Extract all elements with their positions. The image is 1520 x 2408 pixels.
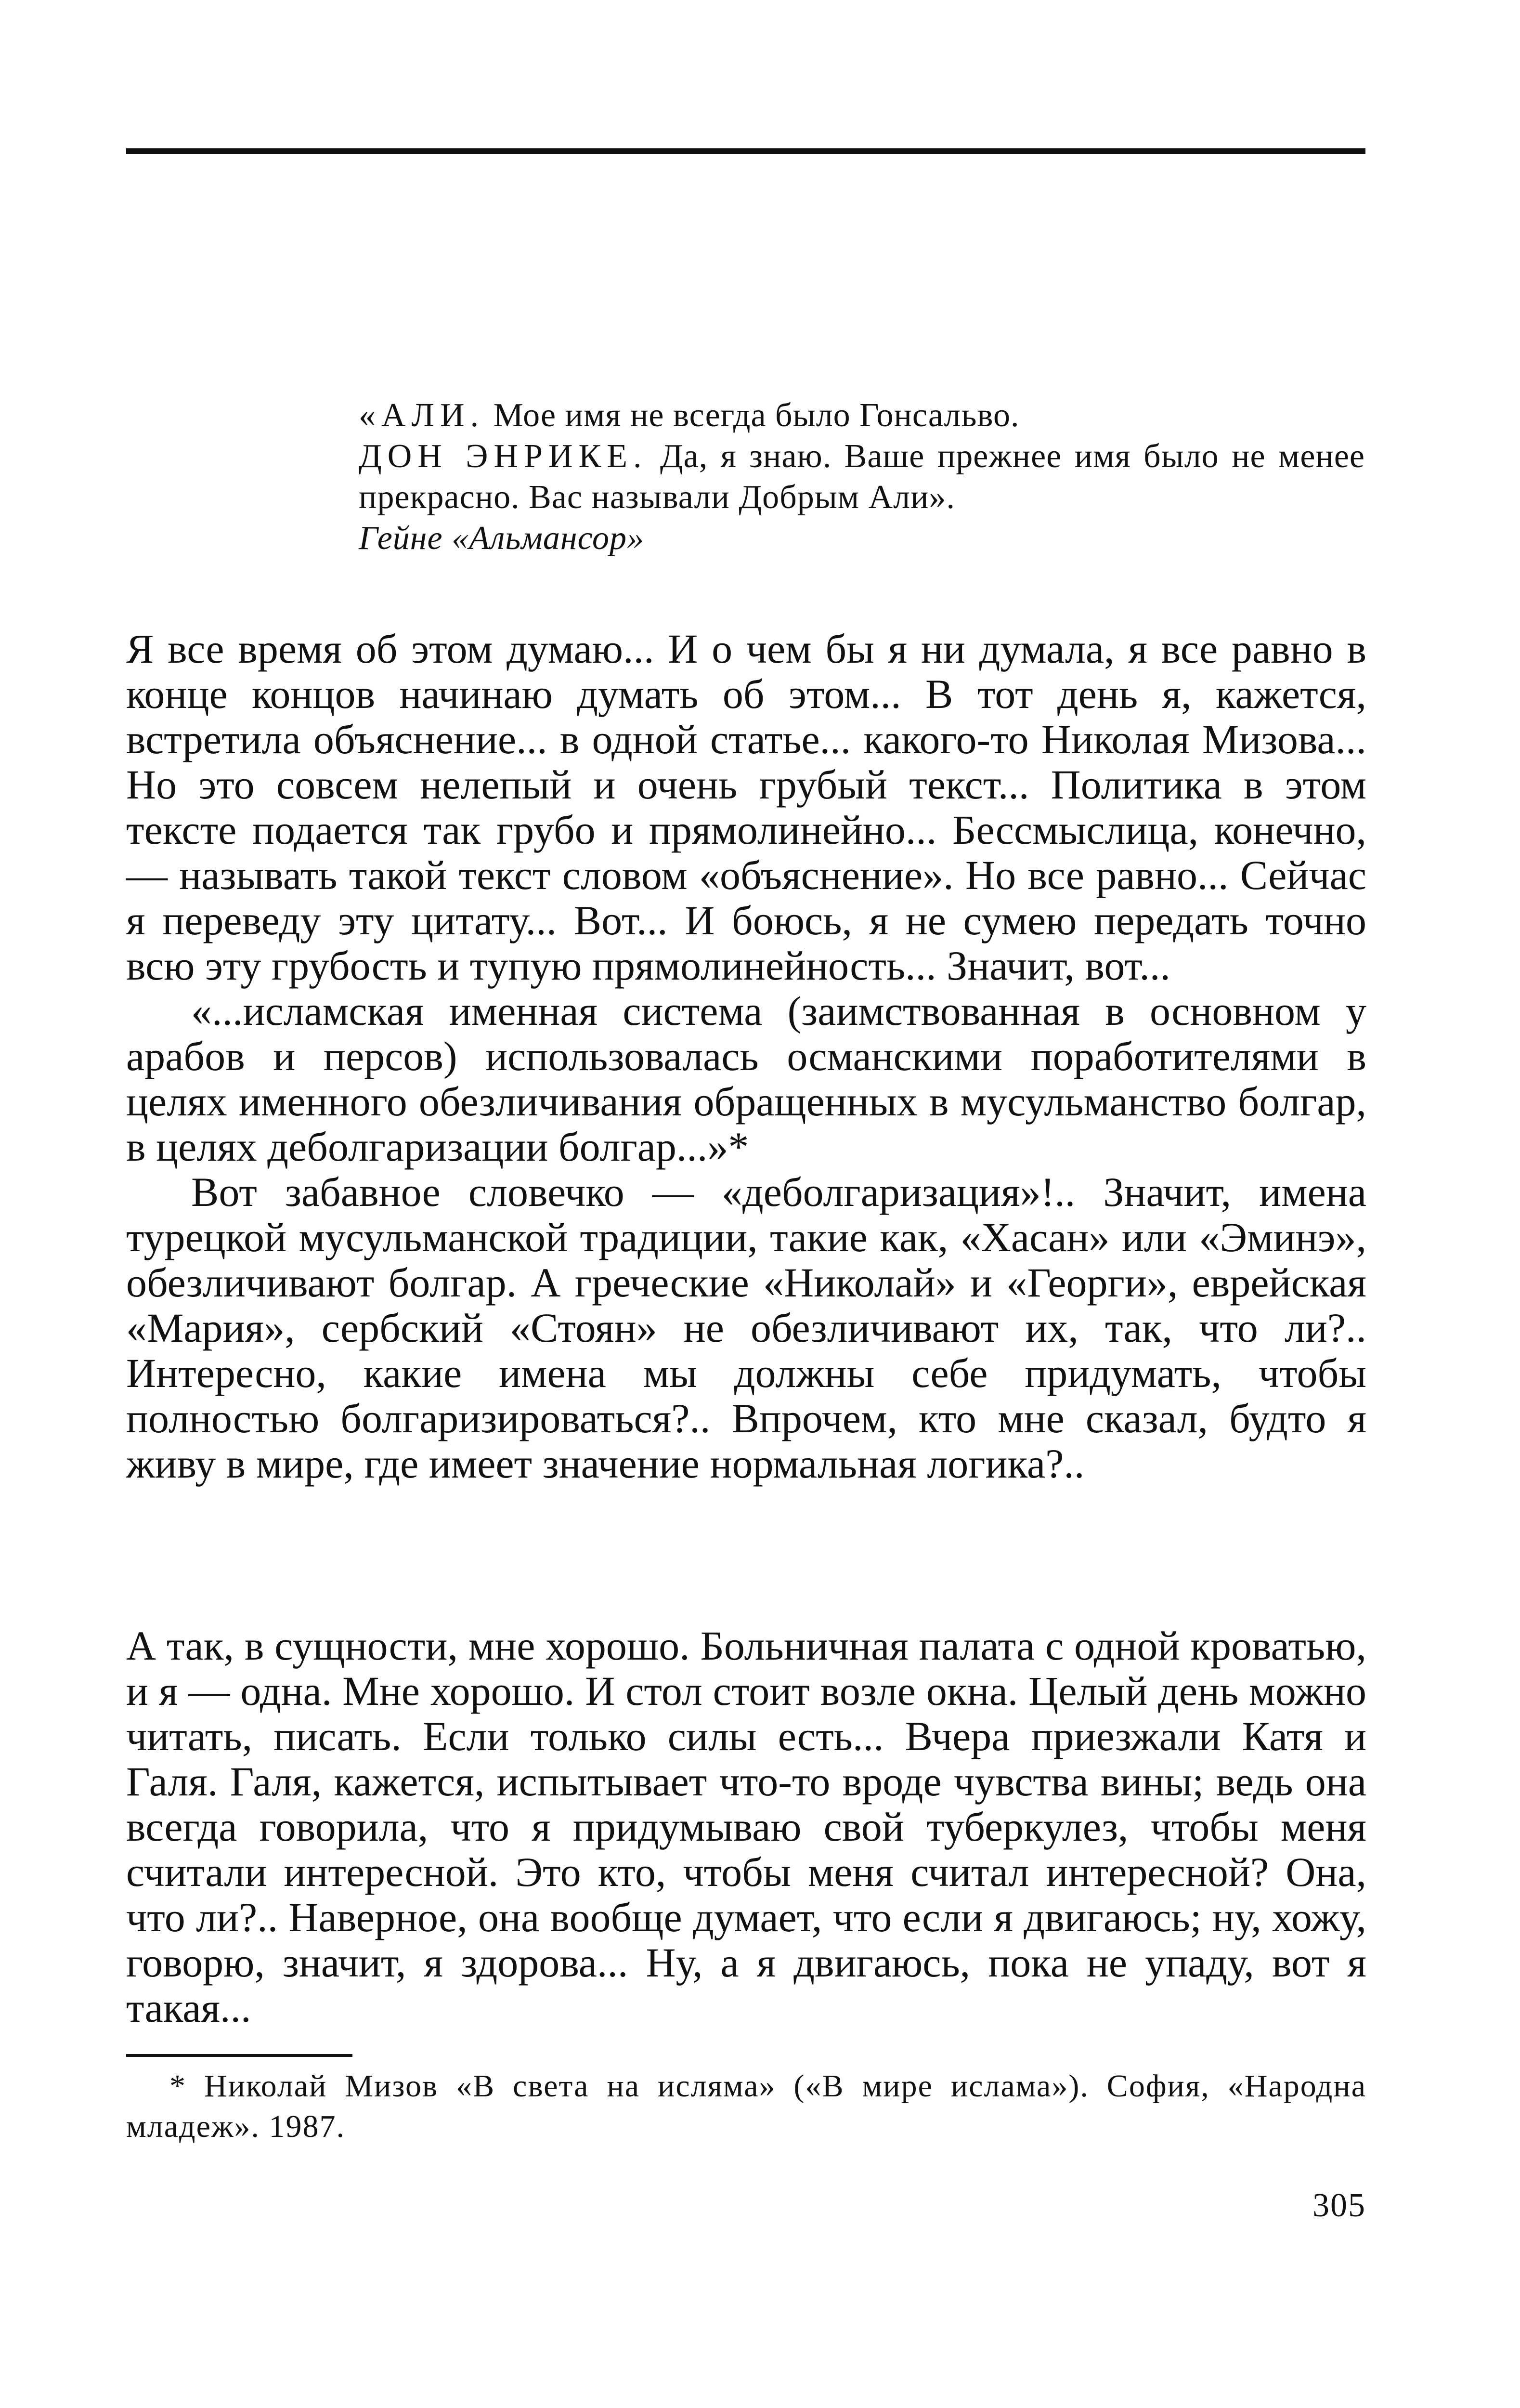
epigraph-source: Гейне «Альмансор» <box>359 520 644 557</box>
paragraph: А так, в сущности, мне хорошо. Больничная палата с одной кроватью, и я — одна. Мне хорошо. И стол стоит возле окна. Целый день можно читать, писать. Если только силы есть... Вчера приезжали Катя и Галя. Галя, кажется, испытывает что-то вроде чувства вины; ведь она всегда говорила, что я придумываю свой туберкулез, чтобы меня считали интересной. Это кто, чтобы меня считал интересной? Она, что ли?.. Наверное, она вообще думает, что если я двигаюсь; ну, хожу, говорю, значит, я здорова... Ну, а я двигаюсь, пока не упаду, вот я такая... <box>126 1623 1366 2031</box>
section-2 <box>126 1623 1366 2030</box>
paragraph: Я все время об этом думаю... И о чем бы я ни думала, я все равно в конце концов начинаю думать об этом... В тот день я, кажется, встретила объяснение... в одной статье... какого-то Николая Мизова... Но это совсем нелепый и очень грубый текст... Политика в этом тексте подается так грубо и прямолинейно... Бессмыслица, конечно,— называть такой текст словом «объяснение». Но все равно... Сейчас я переведу эту цитату... Вот... И боюсь, я не сумею передать точно всю эту грубость и тупую прямолинейность... Значит, вот... <box>126 626 1366 989</box>
top-rule <box>126 148 1365 154</box>
quotation-paragraph: «...исламская именная система (заимствованная в основном у арабов и персов) использовалась османскими поработителями в целях именного обезличивания обращенных в мусульманство болгар, в целях деболгаризации болгар...»* <box>126 988 1366 1170</box>
footnote-rule <box>126 2054 352 2057</box>
epigraph-speaker-ali: «АЛИ. <box>359 397 485 434</box>
section-1 <box>126 626 1366 1486</box>
epigraph-speaker-enrique: ДОН ЭНРИКЕ. <box>359 438 648 475</box>
footnote-text: * Николай Мизов «В света на исляма» («В мире ислама»). София, «Народна младеж». 1987. <box>126 2068 1366 2144</box>
paragraph: Вот забавное словечко — «деболгаризация»!.. Значит, имена турецкой мусульманской традиции, такие как, «Хасан» или «Эминэ», обезличивают болгар. А греческие «Николай» и «Георги», еврейская «Мария», сербский «Стоян» не обезличивают их, так, что ли?.. Интересно, какие имена мы должны себе придумать, чтобы полностью болгаризироваться?.. Впрочем, кто мне сказал, будто я живу в мире, где имеет значение нормальная логика?.. <box>126 1169 1366 1487</box>
page-number: 305 <box>1312 2187 1366 2224</box>
epigraph-line-enrique <box>359 436 1365 518</box>
epigraph-text-ali: Мое имя не всегда было Гонсальво. <box>484 397 1020 434</box>
footnote <box>126 2066 1366 2147</box>
epigraph <box>359 395 1365 559</box>
epigraph-line-ali <box>359 395 1365 436</box>
epigraph-text-enrique: Да, я знаю. Ваше прежнее имя было не менее прекрасно. Вас называли Добрым Али». <box>359 438 1365 516</box>
